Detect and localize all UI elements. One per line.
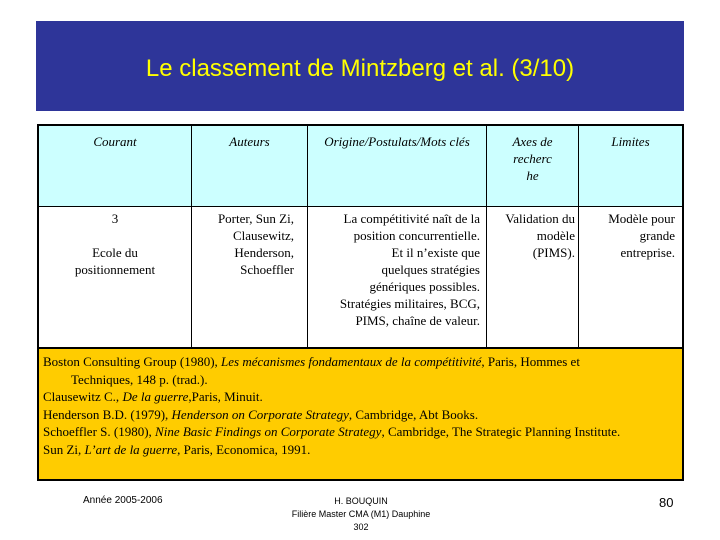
header-axes-line: Axes de [512, 134, 553, 149]
header-axes-line: recherc [513, 151, 552, 166]
references-box [37, 349, 684, 481]
reference-sunzi: Sun Zi, L’art de la guerre, Paris, Economica, 1991. [43, 441, 311, 457]
title-bar [36, 21, 684, 111]
author-line: Henderson, [234, 245, 294, 260]
reference-bcg: Boston Consulting Group (1980), Les mécanismes fondamentaux de la compétitivité, Paris, Hommes et [43, 354, 580, 369]
cell-limites [579, 210, 675, 261]
school-name-line: positionnement [74, 262, 156, 277]
cell-origine [308, 210, 480, 329]
origine-line: quelques stratégies [381, 262, 480, 277]
limites-line: grande [639, 228, 675, 243]
footer-code: 302 [353, 522, 369, 532]
reference-henderson: Henderson B.D. (1979), Henderson on Corporate Strategy, Cambridge, Abt Books. [43, 406, 479, 422]
origine-line: La compétitivité naît de la [343, 211, 480, 226]
axes-line: Validation du [505, 211, 575, 226]
header-courant: Courant [93, 134, 137, 149]
slide-title: Le classement de Mintzberg et al. (3/10) [145, 55, 575, 82]
author-line: Porter, Sun Zi, [217, 211, 294, 226]
cell-auteurs [192, 210, 294, 278]
footer-year: Année 2005-2006 [83, 495, 163, 506]
header-axes [487, 133, 578, 184]
reference-schoeffler: Schoeffler S. (1980), Nine Basic Findings on Corporate Strategy, Cambridge, The Strategic Planning Institute. [43, 424, 621, 439]
footer-author [280, 495, 442, 534]
cell-courant [39, 210, 191, 278]
header-axes-line: he [526, 168, 539, 183]
axes-line: modèle [536, 228, 575, 243]
origine-line: Stratégies militaires, BCG, [339, 296, 480, 311]
reference-clausewitz: Clausewitz C., De la guerre,Paris, Minuit. [43, 389, 263, 404]
header-auteurs: Auteurs [229, 134, 270, 149]
origine-line: génériques possibles. [369, 279, 480, 294]
author-line: Schoeffler [240, 262, 294, 277]
header-limites: Limites [611, 134, 650, 149]
origine-line: Et il n’existe que [391, 245, 480, 260]
cell-axes [487, 210, 575, 261]
header-origine: Origine/Postulats/Mots clés [324, 134, 470, 149]
footer-program: Filière Master CMA (M1) Dauphine [291, 509, 431, 519]
school-name-line: Ecole du [92, 245, 138, 260]
reference-bcg-cont: Techniques, 148 p. (trad.). [71, 371, 208, 387]
page-number: 80 [659, 495, 674, 510]
footer-author-name: H. BOUQUIN [334, 496, 388, 506]
limites-line: Modèle pour [608, 211, 675, 226]
origine-line: position concurrentielle. [353, 228, 480, 243]
author-line: Clausewitz, [232, 228, 294, 243]
axes-line: (PIMS). [532, 245, 575, 260]
classification-table [37, 124, 684, 349]
origine-line: PIMS, chaîne de valeur. [355, 313, 480, 328]
school-number: 3 [111, 211, 119, 226]
limites-line: entreprise. [620, 245, 675, 260]
